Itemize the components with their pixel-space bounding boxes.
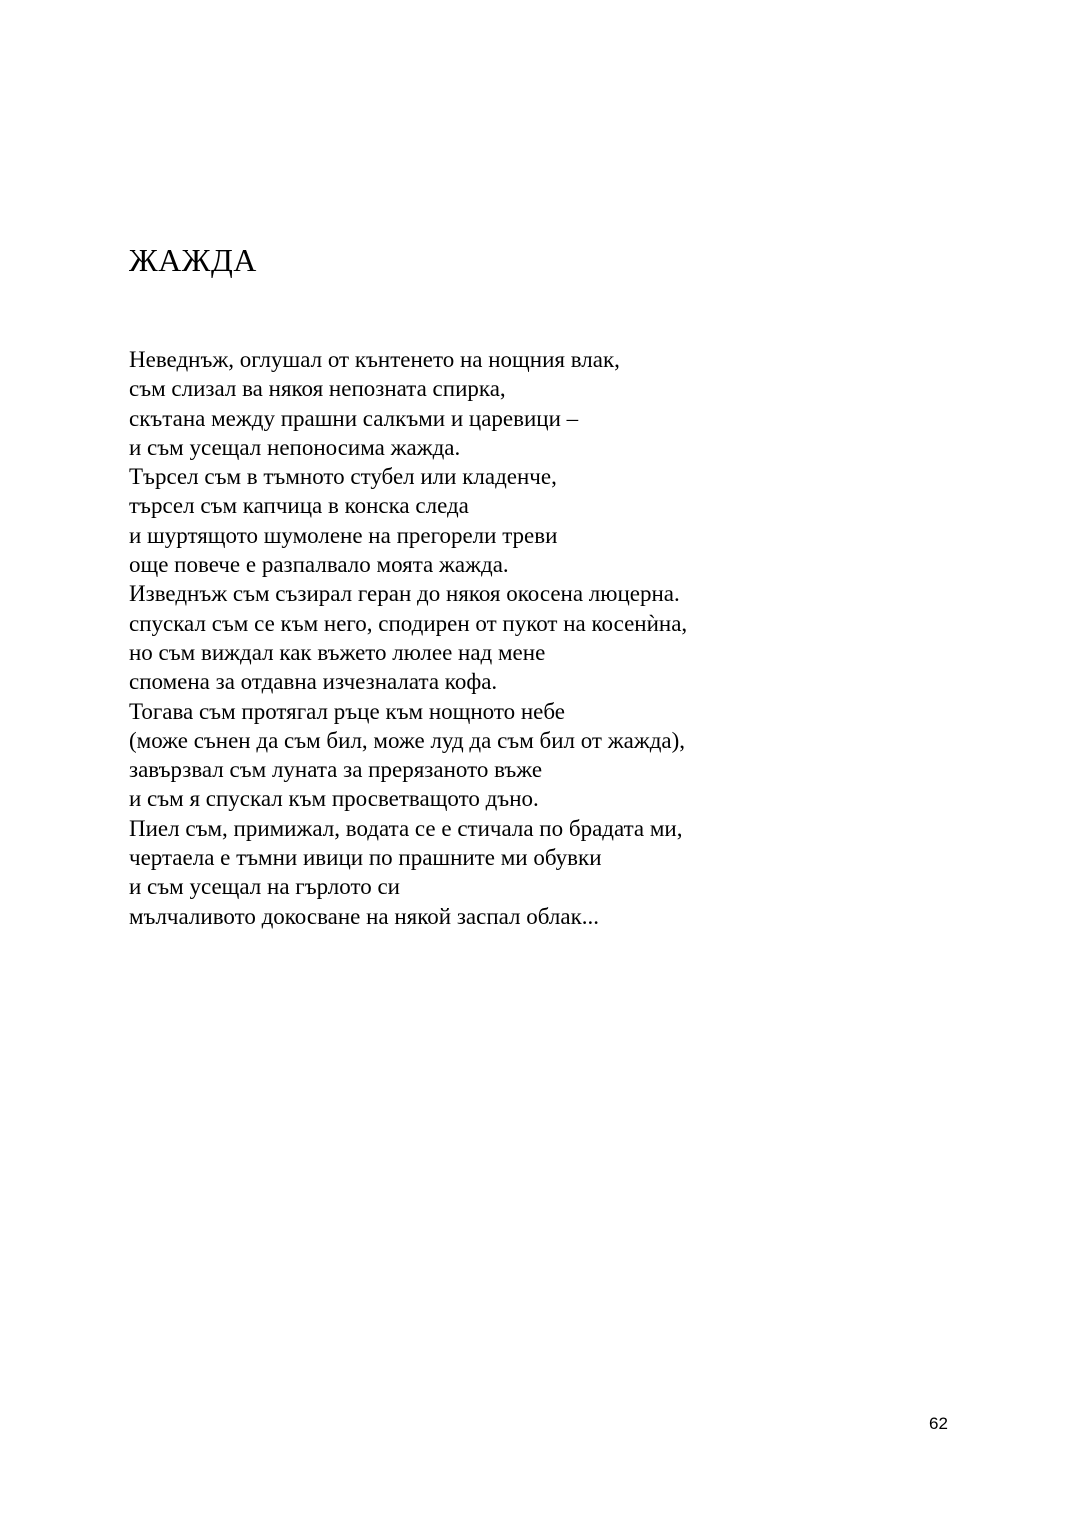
poem-body	[129, 345, 687, 931]
poem-line: и шуртящото шумолене на прегорели треви	[129, 522, 558, 548]
poem-line: Тогава съм протягал ръце към нощното небе	[129, 698, 565, 724]
poem-line: Пиел съм, примижал, водата се е стичала по брадата ми,	[129, 815, 683, 841]
poem-line: (може сънен да съм бил, може луд да съм бил от жажда),	[129, 727, 686, 753]
poem-line: и съм я спускал към просветващото дъно.	[129, 786, 539, 812]
poem-line: мълчаливото докосване на някой заспал облак...	[129, 903, 600, 929]
poem-line: чертаела е тъмни ивици по прашните ми обувки	[129, 845, 602, 871]
poem-line: Неведнъж, оглушал от кънтенето на нощния влак,	[129, 347, 620, 372]
poem-line: съм слизал ва някоя непозната спирка,	[129, 376, 506, 402]
poem-line: спускал съм се към него, сподирен от пукот на косенѝна,	[129, 610, 688, 636]
poem-line: скътана между прашни салкъми и царевици –	[129, 405, 579, 431]
poem-line: Изведнъж съм съзирал геран до някоя окосена люцерна.	[129, 581, 680, 607]
poem-title: ЖАЖДА	[129, 242, 257, 278]
poem-line: и съм усещал непоносима жажда.	[129, 434, 461, 460]
poem-line: и съм усещал на гърлото си	[129, 874, 400, 900]
poem-line: спомена за отдавна изчезналата кофа.	[129, 669, 498, 695]
page-number: 62	[929, 1414, 948, 1433]
poem-line: още повече е разпалвало моята жажда.	[129, 552, 509, 578]
poem-line: завързвал съм луната за прерязаното въже	[129, 757, 543, 783]
poem-line: но съм виждал как въжето люлее над мене	[129, 639, 546, 665]
poem-line: Търсел съм в тъмното стубел или кладенче,	[129, 464, 557, 490]
poem-line: търсел съм капчица в конска следа	[129, 493, 469, 519]
